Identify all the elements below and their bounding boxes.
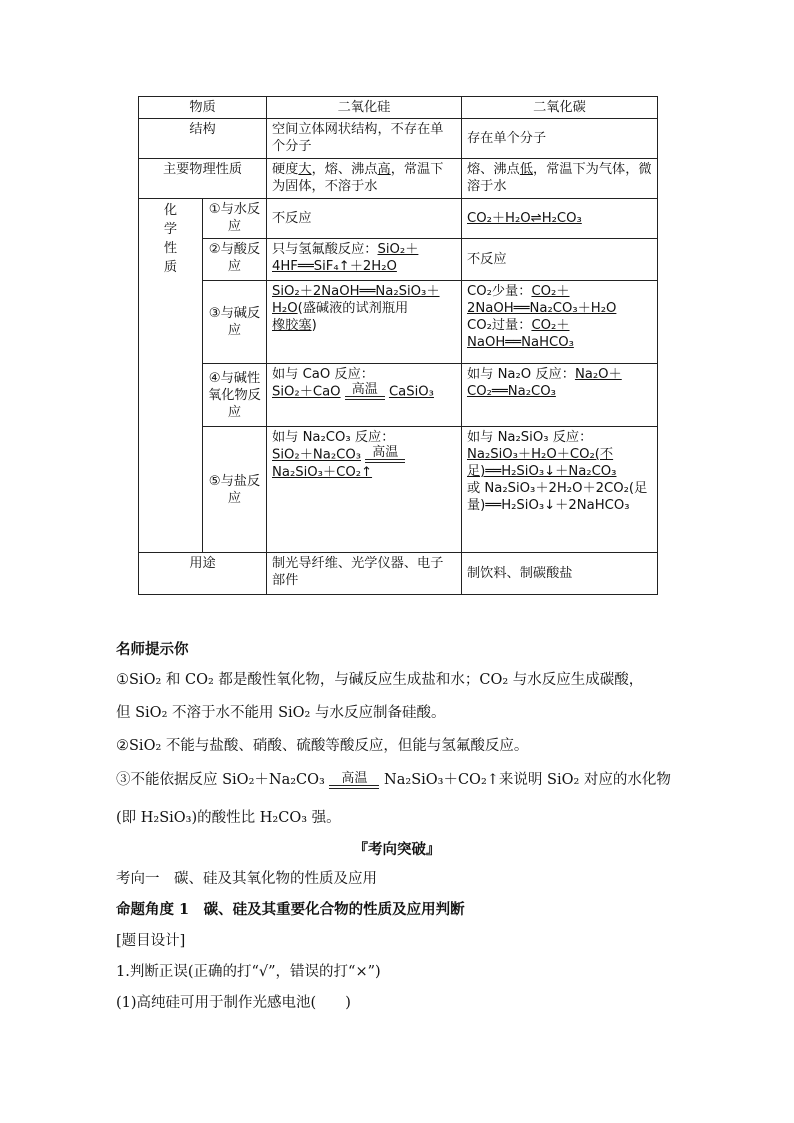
use-sio2: 制光导纤维、光学仪器、电子部件 — [267, 553, 462, 595]
tip-2: ②SiO₂ 不能与盐酸、硝酸、硫酸等酸反应，但能与氢氟酸反应。 — [116, 738, 529, 754]
salt-sio2: 如与 Na₂CO₃ 反应： SiO₂＋Na₂CO₃ 高温 Na₂SiO₃＋CO₂↑ — [267, 427, 462, 553]
salt-co2: 如与 Na₂SiO₃ 反应： Na₂SiO₃＋H₂O＋CO₂(不足)══H₂SiO₃↓＋Na₂CO₃ 或 Na₂SiO₃＋2H₂O＋2CO₂(足量)══H₂SiO₃↓＋2NaHCO₃ — [462, 427, 658, 553]
base-co2: CO₂少量：CO₂＋2NaOH══Na₂CO₃＋H₂O CO₂过量：CO₂＋NaOH══NaHCO₃ — [462, 281, 658, 364]
tip-3b: (即 H₂SiO₃)的酸性比 H₂CO₃ 强。 — [116, 810, 341, 826]
oxide-sio2: 如与 CaO 反应： SiO₂＋CaO 高温 CaSiO₃ — [267, 364, 462, 427]
oxide-co2: 如与 Na₂O 反应：Na₂O＋CO₂══Na₂CO₃ — [462, 364, 658, 427]
acid-sio2: 只与氢氟酸反应：SiO₂＋4HF══SiF₄↑＋2H₂O — [267, 239, 462, 281]
direction-heading: 考向一 碳、硅及其氧化物的性质及应用 — [116, 871, 377, 887]
high-temp-condition: 高温 — [365, 446, 405, 463]
salt-label: ⑤与盐反应 — [203, 427, 267, 553]
use-co2: 制饮料、制碳酸盐 — [462, 553, 658, 595]
comparison-table — [138, 96, 658, 595]
header-substance: 物质 — [139, 97, 267, 119]
row-structure-label: 结构 — [139, 119, 267, 159]
row-physical-label: 主要物理性质 — [139, 159, 267, 199]
structure-sio2: 空间立体网状结构，不存在单个分子 — [267, 119, 462, 159]
question-1: 1.判断正误(正确的打“√”，错误的打“×”) — [116, 964, 381, 980]
tips-title: 名师提示你 — [116, 642, 189, 658]
water-sio2: 不反应 — [267, 199, 462, 239]
physical-co2: 熔、沸点低，常温下为气体，微溶于水 — [462, 159, 658, 199]
design-label: [题目设计] — [116, 933, 186, 949]
angle-heading: 命题角度 1 碳、硅及其重要化合物的性质及应用判断 — [116, 901, 465, 918]
tip-3: ③不能依据反应 SiO₂＋Na₂CO₃ 高温 Na₂SiO₃＋CO₂↑来说明 SiO₂ 对应的水化物 — [116, 770, 671, 788]
header-co2: 二氧化碳 — [462, 97, 658, 119]
question-1-1: (1)高纯硅可用于制作光感电池( ) — [116, 995, 351, 1011]
base-sio2: SiO₂＋2NaOH══Na₂SiO₃＋H₂O(盛碱液的试剂瓶用 橡胶塞) — [267, 281, 462, 364]
section-title: 『考向突破』 — [353, 841, 441, 858]
structure-co2: 存在单个分子 — [462, 119, 658, 159]
tip-1b: 但 SiO₂ 不溶于水不能用 SiO₂ 与水反应制备硅酸。 — [116, 705, 446, 721]
header-sio2: 二氧化硅 — [267, 97, 462, 119]
high-temp-condition: 高温 — [345, 383, 385, 400]
physical-sio2: 硬度大，熔、沸点高，常温下为固体，不溶于水 — [267, 159, 462, 199]
base-label: ③与碱反应 — [203, 281, 267, 364]
chem-property-label: 化 学 性 质 — [139, 199, 203, 553]
high-temp-condition: 高温 — [329, 772, 379, 789]
water-co2: CO₂＋H₂O⇌H₂CO₃ — [462, 199, 658, 239]
acid-co2: 不反应 — [462, 239, 658, 281]
tip-1a: ①SiO₂ 和 CO₂ 都是酸性氧化物，与碱反应生成盐和水；CO₂ 与水反应生成碳酸， — [116, 672, 644, 688]
water-label: ①与水反应 — [203, 199, 267, 239]
use-label: 用途 — [139, 553, 267, 595]
acid-label: ②与酸反应 — [203, 239, 267, 281]
oxide-label: ④与碱性氧化物反应 — [203, 364, 267, 427]
